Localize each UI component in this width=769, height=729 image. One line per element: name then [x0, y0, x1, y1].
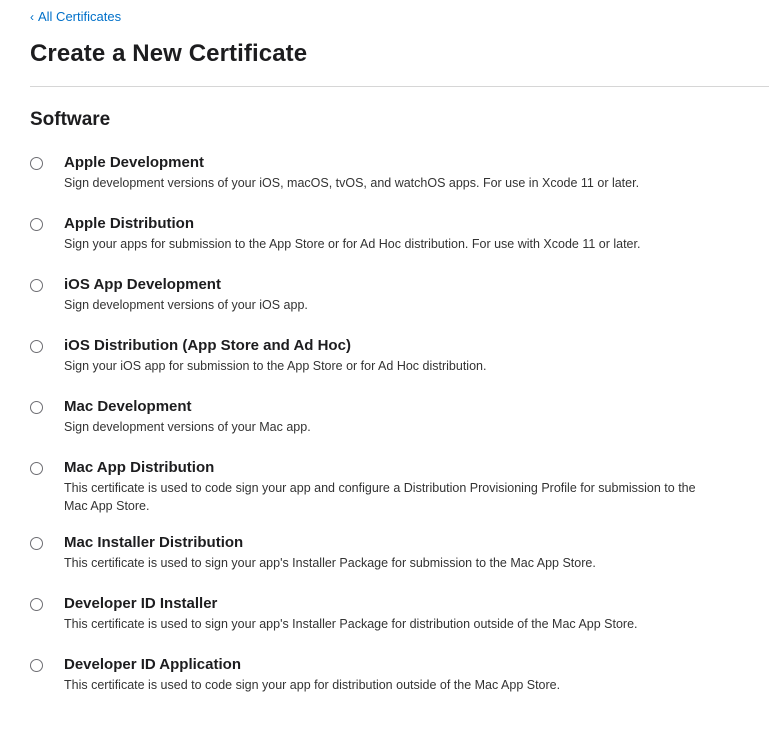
option-developer-id-application[interactable]: [30, 654, 769, 698]
radio-button[interactable]: [30, 462, 43, 475]
radio-button[interactable]: [30, 598, 43, 611]
option-title: iOS App Development: [64, 276, 221, 293]
radio-button[interactable]: [30, 218, 43, 231]
certificate-type-list: [30, 152, 769, 715]
all-certificates-link[interactable]: [30, 8, 121, 26]
option-title: Mac App Distribution: [64, 459, 215, 476]
option-apple-development[interactable]: [30, 152, 769, 196]
option-ios-distribution[interactable]: [30, 335, 769, 379]
radio-button[interactable]: [30, 340, 43, 353]
option-ios-app-development[interactable]: [30, 274, 769, 318]
divider: [30, 86, 769, 87]
option-title: Apple Distribution: [64, 215, 194, 232]
chevron-left-icon: ‹: [30, 10, 34, 24]
radio-button[interactable]: [30, 279, 43, 292]
page-title: Create a New Certificate: [30, 40, 308, 67]
option-title: iOS Distribution (App Store and Ad Hoc): [64, 337, 351, 354]
option-description: This certificate is used to code sign your app and configure a Distribution Provisioning Profile for submission to the Mac App Store.: [64, 481, 696, 513]
option-description: Sign development versions of your iOS, macOS, tvOS, and watchOS apps. For use in Xcode 11 or later.: [64, 176, 640, 190]
radio-button[interactable]: [30, 157, 43, 170]
option-mac-installer-distribution[interactable]: [30, 532, 769, 576]
option-description: Sign development versions of your iOS app.: [64, 298, 308, 312]
option-mac-app-distribution[interactable]: [30, 457, 769, 515]
radio-button[interactable]: [30, 659, 43, 672]
radio-button[interactable]: [30, 401, 43, 414]
radio-button[interactable]: [30, 537, 43, 550]
option-apple-distribution[interactable]: [30, 213, 769, 257]
option-description: This certificate is used to code sign your app for distribution outside of the Mac App Store.: [64, 678, 561, 692]
option-description: Sign your iOS app for submission to the App Store or for Ad Hoc distribution.: [64, 359, 487, 373]
option-description: Sign your apps for submission to the App Store or for Ad Hoc distribution. For use with Xcode 11 or later.: [64, 237, 641, 251]
option-title: Mac Development: [64, 398, 192, 415]
option-title: Developer ID Application: [64, 656, 241, 673]
option-description: This certificate is used to sign your app's Installer Package for distribution outside of the Mac App Store.: [64, 617, 638, 631]
option-developer-id-installer[interactable]: [30, 593, 769, 637]
option-description: This certificate is used to sign your app's Installer Package for submission to the Mac App Store.: [64, 556, 596, 570]
option-description: Sign development versions of your Mac app.: [64, 420, 311, 434]
option-title: Developer ID Installer: [64, 595, 218, 612]
back-link-label: All Certificates: [38, 9, 122, 24]
option-mac-development[interactable]: [30, 396, 769, 440]
option-title: Apple Development: [64, 154, 205, 171]
option-title: Mac Installer Distribution: [64, 534, 244, 551]
section-title-software: Software: [30, 109, 111, 130]
